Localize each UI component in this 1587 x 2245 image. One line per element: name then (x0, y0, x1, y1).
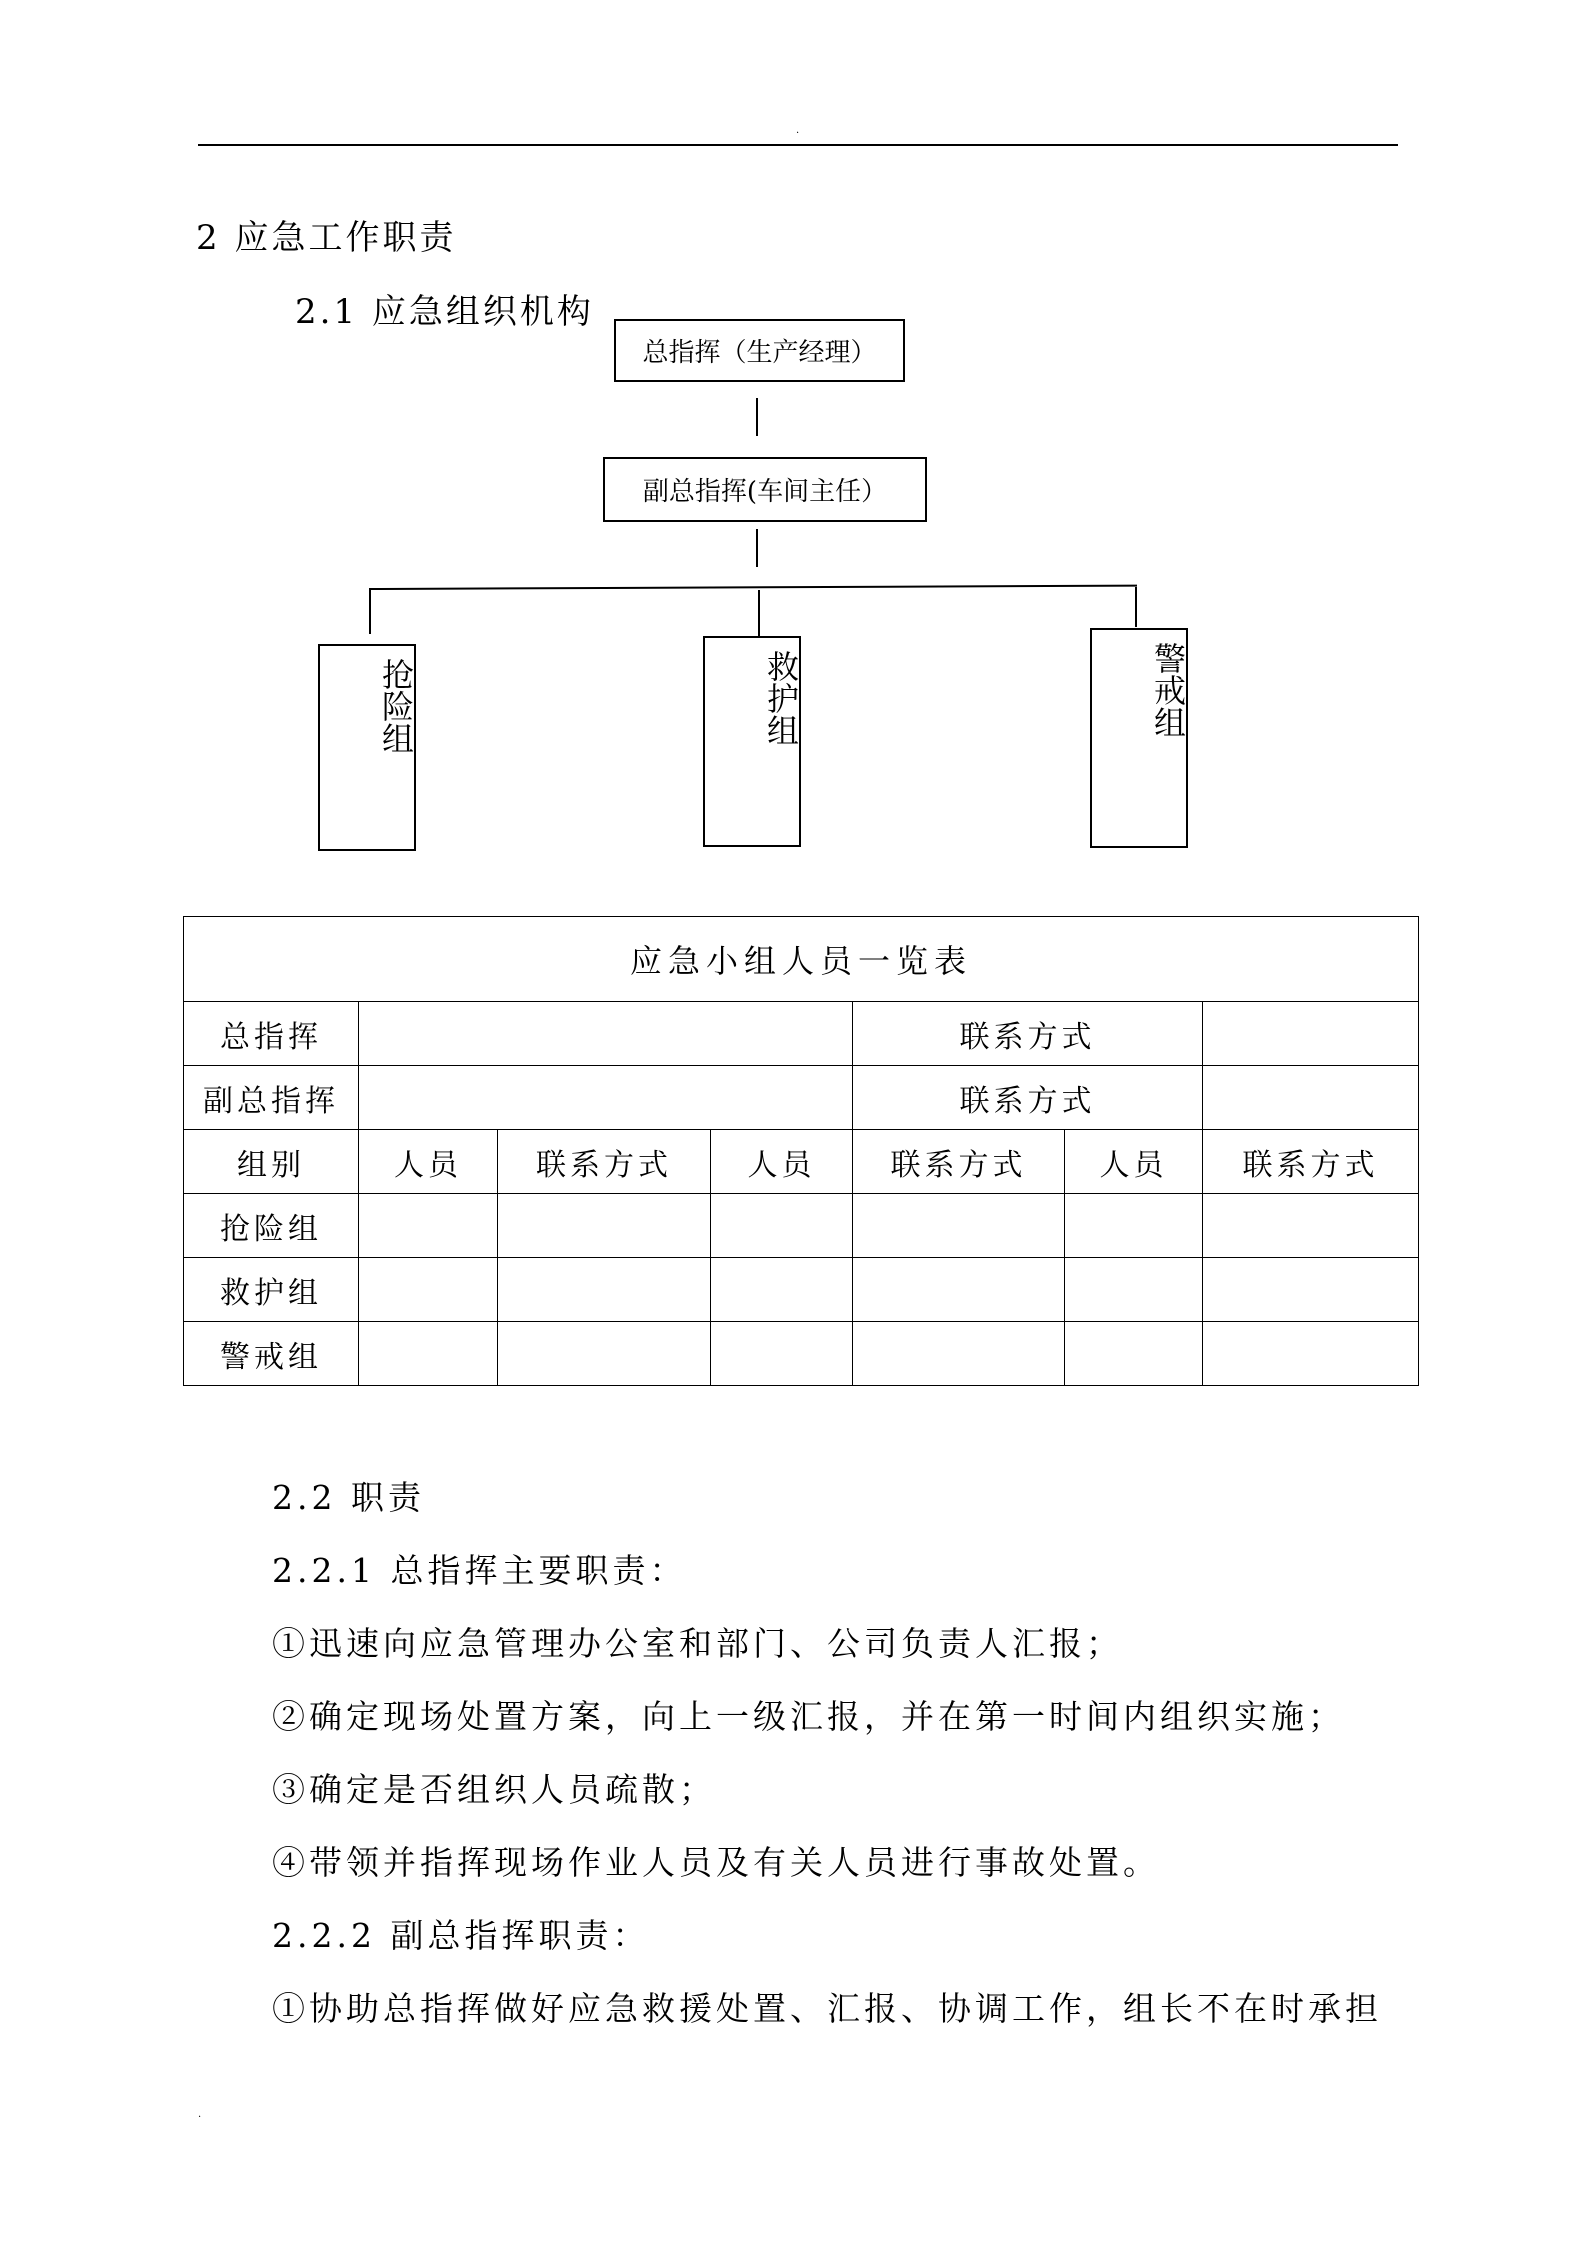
table-header-row (184, 1130, 1419, 1194)
table-title: 应急小组人员一览表 (184, 917, 1419, 1002)
org-deputy-label: 副总指挥(车间主任） (642, 477, 888, 507)
commander-name-cell (359, 1002, 853, 1066)
deputy-name-cell (359, 1066, 853, 1130)
column-header: 组别 (184, 1130, 359, 1194)
table-cell (1065, 1322, 1203, 1386)
org-group-label: 警戒组 (1149, 642, 1187, 738)
column-header: 联系方式 (853, 1130, 1065, 1194)
org-group-label: 救护组 (762, 650, 800, 746)
commander-contact-label: 联系方式 (853, 1002, 1203, 1066)
org-group-label: 抢险组 (377, 658, 415, 754)
deputy-contact-cell (1203, 1066, 1419, 1130)
table-cell (1203, 1322, 1419, 1386)
duties-heading: 2.2 职责 (272, 1478, 425, 1517)
table-row (184, 1258, 1419, 1322)
column-header: 人员 (711, 1130, 853, 1194)
table-title-row (184, 917, 1419, 1002)
org-connector (369, 590, 371, 634)
table-cell (1203, 1194, 1419, 1258)
column-header: 联系方式 (498, 1130, 711, 1194)
table-cell (711, 1322, 853, 1386)
org-group-box-security (1090, 628, 1188, 848)
duty-item: ④带领并指挥现场作业人员及有关人员进行事故处置。 (272, 1843, 1160, 1882)
duty-item: ①迅速向应急管理办公室和部门、公司负责人汇报； (272, 1624, 1123, 1663)
table-row (184, 1066, 1419, 1130)
table-cell (1203, 1258, 1419, 1322)
org-connector (756, 398, 758, 436)
table-cell (359, 1194, 498, 1258)
table-cell (498, 1258, 711, 1322)
column-header: 联系方式 (1203, 1130, 1419, 1194)
section-heading: 2 应急工作职责 (196, 218, 457, 258)
org-deputy-box (603, 457, 927, 522)
deputy-contact-label: 联系方式 (853, 1066, 1203, 1130)
commander-duties-heading: 2.2.1 总指挥主要职责： (272, 1551, 687, 1590)
table-cell (1065, 1258, 1203, 1322)
header-rule (198, 144, 1398, 146)
subsection-heading: 2.1 应急组织机构 (295, 292, 594, 332)
column-header: 人员 (359, 1130, 498, 1194)
table-row (184, 1002, 1419, 1066)
org-connector (1135, 587, 1137, 627)
table-cell (359, 1322, 498, 1386)
table-cell (498, 1322, 711, 1386)
duty-item: ②确定现场处置方案，向上一级汇报，并在第一时间内组织实施； (272, 1697, 1345, 1736)
table-row (184, 1322, 1419, 1386)
org-connector (758, 590, 760, 636)
roster-table (183, 916, 1419, 1386)
table-cell (1065, 1194, 1203, 1258)
org-group-box-medical (703, 636, 801, 847)
deputy-duties-heading: 2.2.2 副总指挥职责： (272, 1916, 650, 1955)
group-name-cell: 抢险组 (184, 1194, 359, 1258)
table-cell (853, 1322, 1065, 1386)
group-name-cell: 警戒组 (184, 1322, 359, 1386)
table-cell (853, 1258, 1065, 1322)
org-connector (756, 529, 758, 567)
footer-dot: . (198, 2109, 202, 2120)
header-dot: . (796, 125, 800, 136)
duty-item: ①协助总指挥做好应急救援处置、汇报、协调工作，组长不在时承担 (272, 1989, 1382, 2028)
commander-label-cell: 总指挥 (184, 1002, 359, 1066)
table-cell (711, 1258, 853, 1322)
org-commander-box (614, 319, 905, 382)
table-cell (498, 1194, 711, 1258)
table-cell (853, 1194, 1065, 1258)
group-name-cell: 救护组 (184, 1258, 359, 1322)
column-header: 人员 (1065, 1130, 1203, 1194)
table-cell (359, 1258, 498, 1322)
commander-contact-cell (1203, 1002, 1419, 1066)
org-group-box-rescue (318, 644, 416, 851)
duty-item: ③确定是否组织人员疏散； (272, 1770, 716, 1809)
deputy-label-cell: 副总指挥 (184, 1066, 359, 1130)
org-branch-line (369, 585, 1137, 590)
org-commander-label: 总指挥（生产经理） (642, 338, 877, 368)
table-cell (711, 1194, 853, 1258)
table-row (184, 1194, 1419, 1258)
